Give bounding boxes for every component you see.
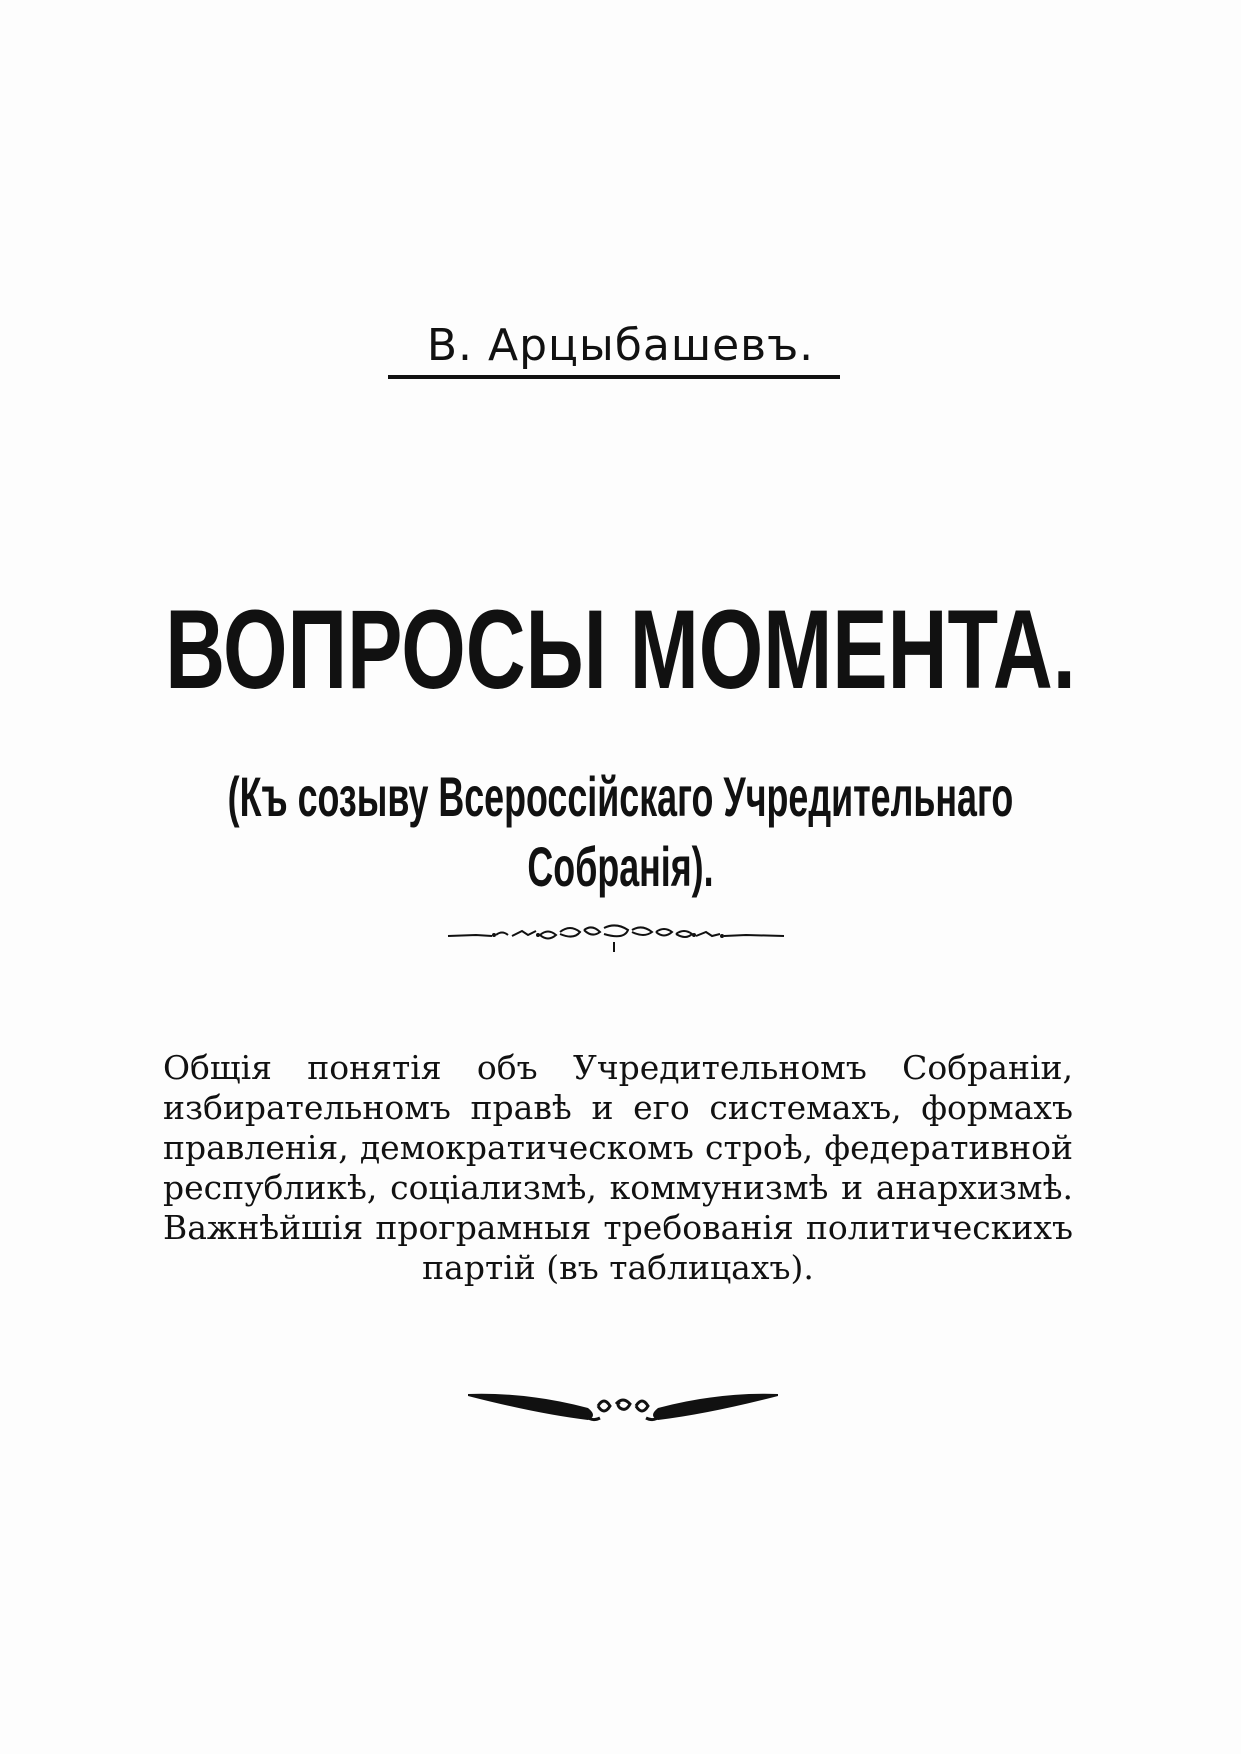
author-underline xyxy=(388,375,840,379)
author-name: В. Арцыбашевъ. xyxy=(426,320,815,371)
contents-description: Общія понятія объ Учредительномъ Собраніи, избирательномъ правѣ и его системахъ, формахъ правленія, демократическомъ строѣ, федеративной республикѣ, соціализмѣ, коммунизмѣ и анархизмѣ. Важнѣйшія програмныя требованія политическихъ партій (въ таблицахъ). xyxy=(163,1048,1073,1287)
vignette-ornament-icon xyxy=(468,1386,778,1430)
book-subtitle: (Къ созыву Всероссійскаго Учредительнаго Собранія). xyxy=(227,765,1014,898)
book-title: ВОПРОСЫ МОМЕНТА. xyxy=(165,587,1076,712)
divider-ornament-icon xyxy=(446,914,786,954)
